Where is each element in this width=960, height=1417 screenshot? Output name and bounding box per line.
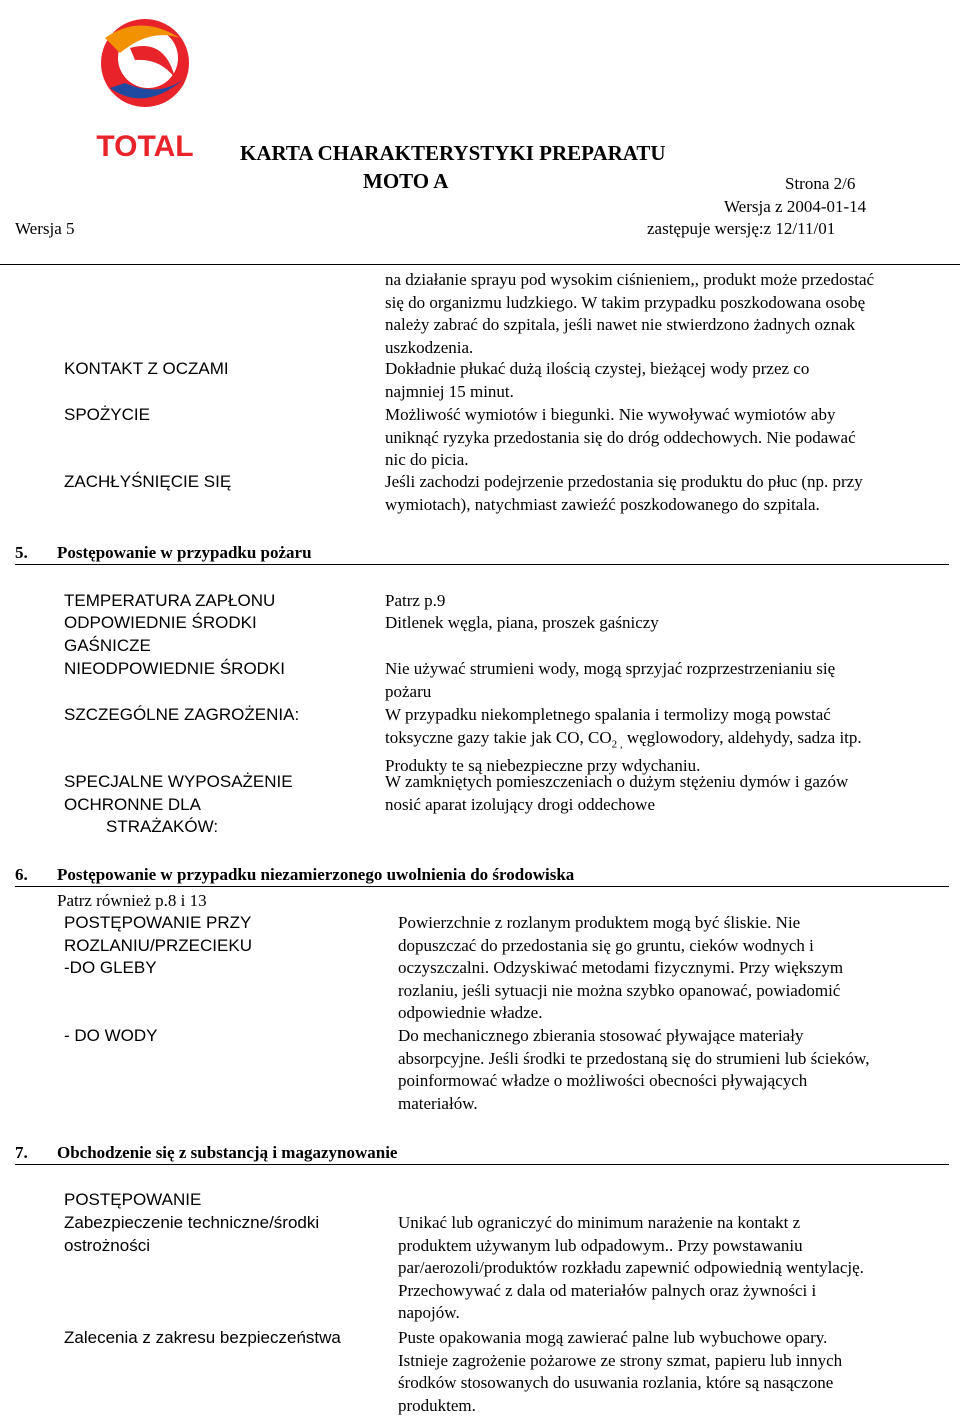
section7-number: 7. <box>15 1143 28 1162</box>
safety-advice-value: Puste opakowania mogą zawierać palne lub wybuchowe opary. Istnieje zagrożenie pożarowe ze strony szmat, papieru lub innych środków stosowanych do usuwania rozlania, które są nasączone produktem. <box>398 1328 843 1415</box>
section6-title: Postępowanie w przypadku niezamierzonego uwolnienia do środowiska <box>57 865 575 884</box>
water-label: - DO WODY <box>64 1026 158 1045</box>
eyes-text: Dokładnie płukać dużą ilością czystej, bieżącej wody przez co najmniej 15 minut. <box>385 359 810 401</box>
flash-point-label: TEMPERATURA ZAPŁONU <box>64 591 276 610</box>
section6-see-also: Patrz również p.8 i 13 <box>57 891 207 910</box>
section6-rule <box>15 886 949 887</box>
flash-point-value: Patrz p.9 <box>385 591 446 610</box>
section5-rule <box>15 564 949 565</box>
ingestion-label: SPOŻYCIE <box>64 405 150 424</box>
section4-intro: na działanie sprayu pod wysokim ciśnieniem,, produkt może przedostać się do organizmu ludzkiego. W takim przypadku poszkodowana osobę należy zabrać do szpitala, jeśli nawet nie stwierdzono żadnych oznak uszkodzenia. <box>385 270 875 357</box>
header-divider <box>0 264 960 265</box>
technical-measures-value: Unikać lub ograniczyć do minimum narażenie na kontakt z produktem używanym lub odpadowym.. Przy powstawaniu par/aerozoli/produktów rozkładu zapewnić odpowiednią wentylację. Przechowywać z dala od materiałów palnych oraz żywności i napojów. <box>398 1213 864 1322</box>
extinguishing-media-value: Ditlenek węgla, piana, proszek gaśniczy <box>385 613 659 632</box>
document-title: KARTA CHARAKTERYSTYKI PREPARATU <box>240 141 666 165</box>
spill-value: Powierzchnie z rozlanym produktem mogą być śliskie. Nie dopuszczać do przedostania się go gruntu, cieków wodnych i oczyszczalni. Odzyskiwać metodami fizycznymi. Przy większym rozlaniu, jeśli sytuacji nie można szybko opanować, powiadomić odpowiednie władze. <box>398 913 844 1022</box>
unsuitable-media-label: NIEODPOWIEDNIE ŚRODKI <box>64 659 286 678</box>
firefighter-equipment-label: SPECJALNE WYPOSAŻENIE OCHRONNE DLA STRAŻAKÓW: <box>64 772 293 836</box>
firefighter-equipment-value: W zamkniętych pomieszczeniach o dużym stężeniu dymów i gazów nosić aparat izolujący drogi oddechowe <box>385 772 849 814</box>
safety-advice-label: Zalecenia z zakresu bezpieczeństwa <box>64 1328 341 1347</box>
technical-measures-label: Zabezpieczenie techniczne/środki ostrożności <box>64 1213 320 1255</box>
unsuitable-media-value: Nie używać strumieni wody, mogą sprzyjać rozprzestrzenianiu się pożaru <box>385 659 836 701</box>
version-left: Wersja 5 <box>15 219 75 238</box>
section7-title: Obchodzenie się z substancją i magazynowanie <box>57 1143 398 1162</box>
section7-rule <box>15 1164 949 1165</box>
aspiration-label: ZACHŁYŚNIĘCIE SIĘ <box>64 472 232 491</box>
product-name: MOTO A <box>363 169 449 193</box>
ingestion-text: Możliwość wymiotów i biegunki. Nie wywoływać wymiotów aby uniknąć ryzyka przedostania się do dróg oddechowych. Nie podawać nic do picia. <box>385 405 856 469</box>
eyes-label: KONTAKT Z OCZAMI <box>64 359 229 378</box>
handling-label: POSTĘPOWANIE <box>64 1190 202 1209</box>
replaces-version: zastępuje wersję:z 12/11/01 <box>647 219 836 238</box>
water-value: Do mechanicznego zbierania stosować pływające materiały absorpcyjne. Jeśli środki te przedostaną się do strumieni lub ścieków, poinformować władze o możliwości obecności pływających materiałów. <box>398 1026 870 1113</box>
section5-number: 5. <box>15 543 28 562</box>
section5-title: Postępowanie w przypadku pożaru <box>57 543 312 562</box>
total-logo <box>80 8 210 158</box>
aspiration-text: Jeśli zachodzi podejrzenie przedostania się produktu do płuc (np. przy wymiotach), natychmiast zawieźć poszkodowanego do szpitala. <box>385 472 863 514</box>
spill-label: POSTĘPOWANIE PRZY ROZLANIU/PRZECIEKU -DO GLEBY <box>64 913 252 977</box>
page-number: Strona 2/6 <box>785 174 856 193</box>
special-hazards-label: SZCZEGÓLNE ZAGROŻENIA: <box>64 705 300 724</box>
special-hazards-value: W przypadku niekompletnego spalania i termolizy mogą powstać toksyczne gazy takie jak CO, $CO_{2 ,}$ węglowodory, aldehydy, sadza itp. Produkty te są niebezpieczne przy wdychaniu. <box>385 705 862 776</box>
brand-wordmark: TOTAL <box>96 130 194 158</box>
version-date: Wersja z 2004-01-14 <box>724 197 867 216</box>
extinguishing-media-label: ODPOWIEDNIE ŚRODKI GAŚNICZE <box>64 613 257 655</box>
section6-number: 6. <box>15 865 28 884</box>
